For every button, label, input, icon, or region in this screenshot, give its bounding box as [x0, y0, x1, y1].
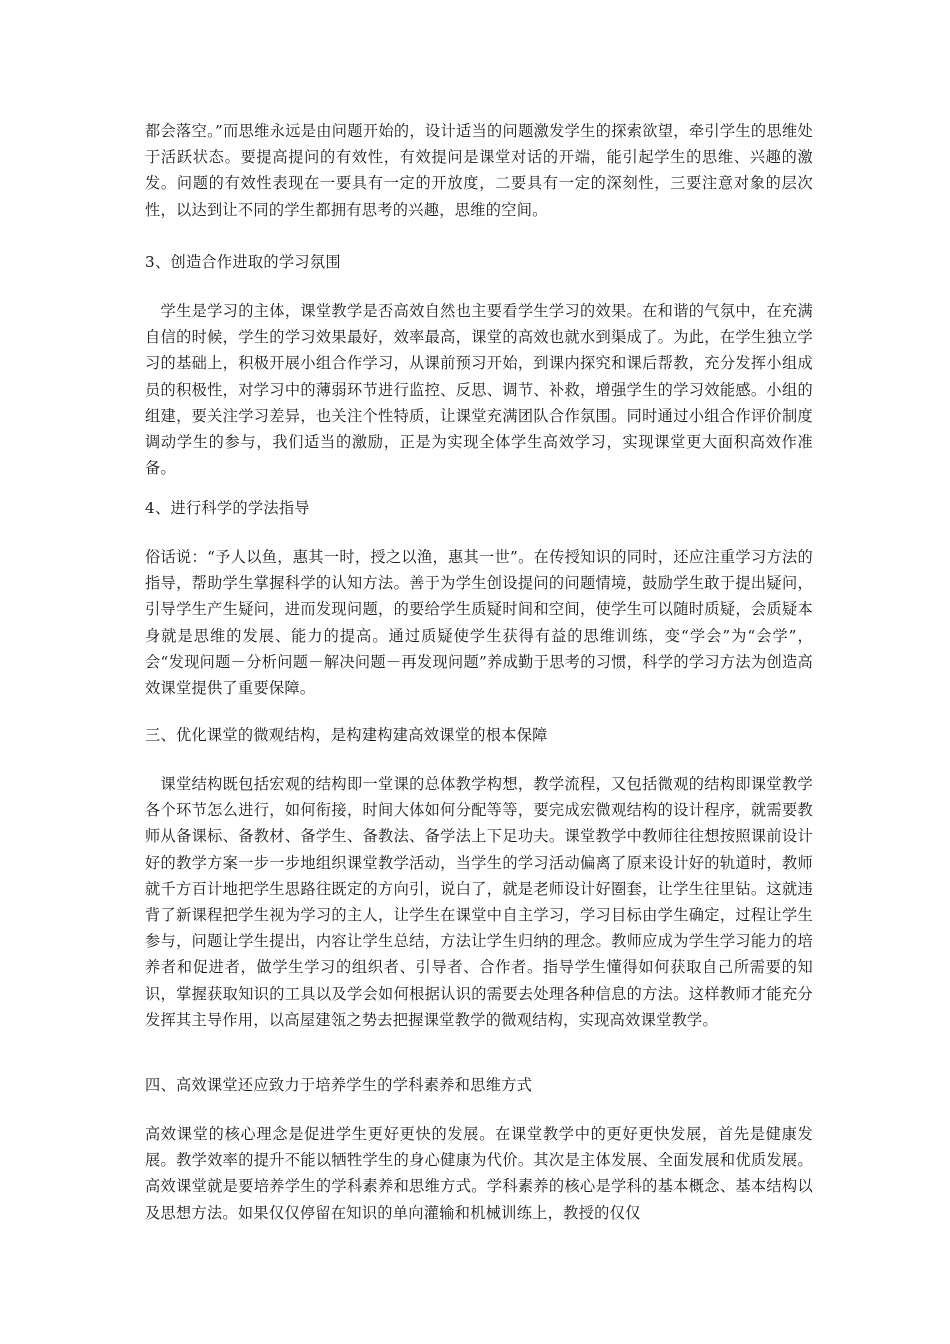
section-heading-san: 三、优化课堂的微观结构，是构建构建高效课堂的根本保障	[145, 726, 548, 744]
section-heading-si: 四、高效课堂还应致力于培养学生的学科素养和思维方式	[145, 1076, 533, 1094]
paragraph-2: 学生是学习的主体，课堂教学是否高效自然也主要看学生学习的效果。在和谐的气氛中，在充满自信的时候，学生的学习效果最好，效率最高，课堂的高效也就水到渠成了。为此，在学生独立学习的基础上，积极开展小组合作学习，从课前预习开始，到课内探究和课后帮教，充分发挥小组成员的积极性，对学习中的薄弱环节进行监控、反思、调节、补救，增强学生的学习效能感。小组的组建，要关注学习差异，也关注个性特质，让课堂充满团队合作氛围。同时通过小组合作评价制度调动学生的参与，我们适当的激励，正是为实现全体学生高效学习，实现课堂更大面积高效作准备。	[145, 302, 813, 478]
paragraph-3: 俗话说：“予人以鱼，惠其一时，授之以渔，惠其一世”。在传授知识的同时，还应注重学习方法的指导，帮助学生掌握科学的认知方法。善于为学生创设提问的问题情境，鼓励学生敢于提出疑问，引导学生产生疑问，进而发现问题，的要给学生质疑时间和空间，使学生可以随时质疑，会质疑本身就是思维的发展、能力的提高。通过质疑使学生获得有益的思维训练，变“学会”为“会学”，会“发现问题－分析问题－解决问题－再发现问题”养成勤于思考的习惯，科学的学习方法为创造高效课堂提供了重要保障。	[145, 548, 813, 698]
section-heading-3: 3、创造合作进取的学习氛围	[145, 253, 341, 271]
paragraph-4: 课堂结构既包括宏观的结构即一堂课的总体教学构想，教学流程，又包括微观的结构即课堂教学各个环节怎么进行，如何衔接，时间大体如何分配等等，要完成宏微观结构的设计程序，就需要教师从备课标、备教材、备学生、备教法、备学法上下足功夫。课堂教学中教师往往想按照课前设计好的教学方案一步一步地组织课堂教学活动，当学生的学习活动偏离了原来设计好的轨道时，教师就千方百计地把学生思路往既定的方向引，说白了，就是老师设计好圈套，让学生往里钻。这就违背了新课程把学生视为学习的主人，让学生在课堂中自主学习，学习目标由学生确定，过程让学生参与，问题让学生提出，内容让学生总结，方法让学生归纳的理念。教师应成为学生学习能力的培养者和促进者，做学生学习的组织者、引导者、合作者。指导学生懂得如何获取自己所需要的知识，掌握获取知识的工具以及学会如何根据认识的需要去处理各种信息的方法。这样教师才能充分发挥其主导作用，以高屋建瓴之势去把握课堂教学的微观结构，实现高效课堂教学。	[145, 775, 813, 1029]
paragraph-1: 都会落空。”而思维永远是由问题开始的，设计适当的问题激发学生的探索欲望，牵引学生的思维处于活跃状态。要提高提问的有效性，有效提问是课堂对话的开端，能引起学生的思维、兴趣的激发。问题的有效性表现在一要具有一定的开放度，二要具有一定的深刻性，三要注意对象的层次性，以达到让不同的学生都拥有思考的兴趣，思维的空间。	[145, 122, 813, 219]
paragraph-5: 高效课堂的核心理念是促进学生更好更快的发展。在课堂教学中的更好更快发展，首先是健康发展。教学效率的提升不能以牺牲学生的身心健康为代价。其次是主体发展、全面发展和优质发展。高效课堂就是要培养学生的学科素养和思维方式。学科素养的核心是学科的基本概念、基本结构以及思想方法。如果仅仅停留在知识的单向灌输和机械训练上，教授的仅仅	[145, 1125, 813, 1222]
section-heading-4: 4、进行科学的学法指导	[145, 499, 310, 517]
